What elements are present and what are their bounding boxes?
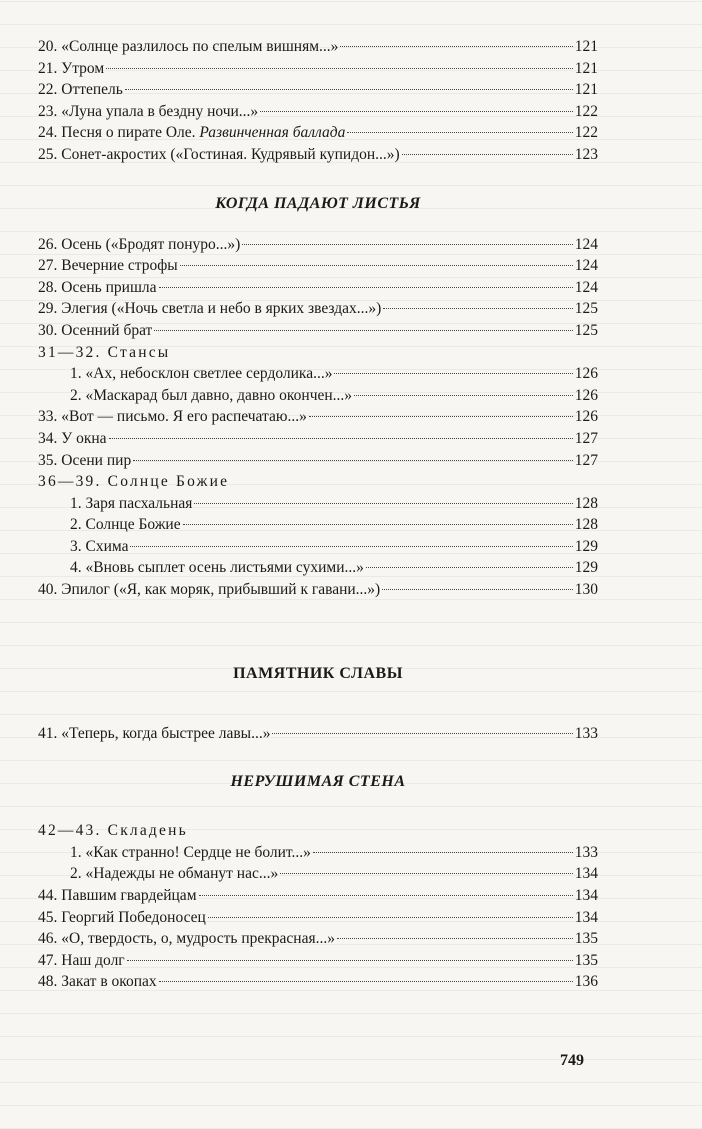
entry-page: 135 bbox=[574, 951, 598, 969]
toc-entry bbox=[38, 144, 598, 166]
entry-title: 1. «Ах, небосклон светлее сердолика...» bbox=[70, 365, 333, 383]
leader-dots bbox=[402, 154, 573, 155]
leader-dots bbox=[272, 733, 572, 734]
leader-dots bbox=[109, 438, 573, 439]
leader-dots bbox=[354, 395, 573, 396]
entry-page: 134 bbox=[574, 865, 598, 883]
entry-page: 133 bbox=[574, 724, 598, 742]
toc-entry bbox=[38, 320, 598, 342]
entry-title: 34. У окна bbox=[38, 429, 107, 447]
entry-title: 41. «Теперь, когда быстрее лавы...» bbox=[38, 724, 271, 742]
leader-dots bbox=[334, 373, 572, 374]
toc-subentry bbox=[38, 385, 598, 407]
toc-entry bbox=[38, 255, 598, 277]
entry-title: 21. Утром bbox=[38, 59, 105, 77]
entry-title: 29. Элегия («Ночь светла и небо в ярких звездах...») bbox=[38, 300, 382, 318]
toc-entry bbox=[38, 36, 598, 58]
entry-title: 45. Георгий Победоносец bbox=[38, 908, 206, 926]
entry-page: 121 bbox=[574, 59, 598, 77]
toc-subentry bbox=[38, 493, 598, 515]
entry-title: 20. «Солнце разлилось по спелым вишням...» bbox=[38, 38, 339, 55]
section-heading: ПАМЯТНИК СЛАВЫ bbox=[233, 664, 403, 682]
entry-page: 124 bbox=[574, 257, 598, 275]
entry-page: 123 bbox=[574, 145, 598, 163]
toc-entry bbox=[38, 277, 598, 299]
entry-title: 23. «Луна упала в бездну ночи...» bbox=[38, 102, 259, 120]
entry-page: 135 bbox=[574, 930, 598, 948]
toc-entry bbox=[38, 428, 598, 450]
entry-page: 124 bbox=[574, 235, 598, 253]
toc-entry bbox=[38, 234, 598, 256]
entry-title-main: 24. Песня о пирате Оле. bbox=[38, 124, 200, 142]
leader-dots bbox=[309, 416, 573, 417]
entry-title: 30. Осенний брат bbox=[38, 321, 153, 339]
entry-page: 133 bbox=[574, 843, 598, 861]
toc-group-2 bbox=[38, 234, 598, 601]
entry-page: 122 bbox=[574, 102, 598, 120]
toc-entry bbox=[38, 298, 598, 320]
leader-dots bbox=[382, 589, 573, 590]
toc-entry bbox=[38, 122, 598, 144]
entry-title: 2. «Надежды не обманут нас...» bbox=[70, 865, 279, 883]
entry-title: 33. «Вот — письмо. Я его распечатаю...» bbox=[38, 408, 307, 426]
leader-dots bbox=[347, 132, 572, 133]
entry-page: 122 bbox=[574, 124, 598, 142]
entry-page: 129 bbox=[574, 559, 598, 577]
entry-page: 128 bbox=[574, 494, 598, 512]
entry-title: 35. Осени пир bbox=[38, 451, 132, 469]
toc-entry bbox=[38, 971, 598, 993]
section-heading: НЕРУШИМАЯ СТЕНА bbox=[230, 773, 406, 791]
entry-page: 130 bbox=[574, 581, 598, 599]
entry-page: 134 bbox=[574, 887, 598, 905]
toc-subentry bbox=[38, 536, 598, 558]
entry-page: 121 bbox=[574, 81, 598, 99]
leader-dots bbox=[242, 244, 572, 245]
entry-page: 134 bbox=[574, 908, 598, 926]
leader-dots bbox=[383, 308, 572, 309]
entry-title: 46. «О, твердость, о, мудрость прекрасная...» bbox=[38, 930, 335, 948]
leader-dots bbox=[313, 852, 573, 853]
toc-entry bbox=[38, 928, 598, 950]
leader-dots bbox=[194, 503, 572, 504]
entry-title: 2. «Маскарад был давно, давно окончен...» bbox=[70, 386, 353, 404]
entry-title: 3. Схима bbox=[70, 537, 129, 555]
leader-dots bbox=[125, 89, 573, 90]
entry-title: 26. Осень («Бродят понуро...») bbox=[38, 235, 241, 253]
entry-page: 128 bbox=[574, 516, 598, 534]
entry-page: 124 bbox=[574, 278, 598, 296]
entry-page: 136 bbox=[574, 973, 598, 991]
leader-dots bbox=[180, 265, 573, 266]
toc-entry bbox=[38, 723, 598, 745]
toc-entry bbox=[38, 101, 598, 123]
toc-subentry bbox=[38, 363, 598, 385]
entry-page: 127 bbox=[574, 451, 598, 469]
leader-dots bbox=[133, 460, 573, 461]
entry-page: 126 bbox=[574, 365, 598, 383]
entry-title: 25. Сонет-акростих («Гостиная. Кудрявый купидон...») bbox=[38, 145, 400, 163]
toc-subentry bbox=[38, 557, 598, 579]
page-number: 749 bbox=[560, 1052, 584, 1069]
leader-dots bbox=[127, 960, 573, 961]
cycle-heading: 36—39. Солнце Божие bbox=[38, 473, 230, 491]
cycle-heading: 31—32. Стансы bbox=[38, 343, 171, 361]
toc-subentry bbox=[38, 842, 598, 864]
leader-dots bbox=[340, 46, 572, 47]
toc-group-1 bbox=[38, 36, 598, 166]
toc-subentry bbox=[38, 863, 598, 885]
entry-title: 1. «Как странно! Сердце не болит...» bbox=[70, 843, 311, 861]
leader-dots bbox=[280, 873, 573, 874]
toc-subentry bbox=[38, 514, 598, 536]
entry-title-subtitle: Развинченная баллада bbox=[199, 124, 346, 142]
leader-dots bbox=[154, 330, 572, 331]
entry-title: 47. Наш долг bbox=[38, 951, 125, 969]
toc-entry bbox=[38, 579, 598, 601]
leader-dots bbox=[159, 287, 573, 288]
toc-entry bbox=[38, 450, 598, 472]
entry-title: 44. Павшим гвардейцам bbox=[38, 887, 197, 905]
leader-dots bbox=[159, 981, 573, 982]
toc-entry bbox=[38, 885, 598, 907]
leader-dots bbox=[130, 546, 572, 547]
entry-title: 28. Осень пришла bbox=[38, 278, 157, 296]
entry-page: 127 bbox=[574, 429, 598, 447]
toc-entry bbox=[38, 950, 598, 972]
toc-group-4 bbox=[38, 820, 598, 993]
entry-title: 48. Закат в окопах bbox=[38, 973, 157, 991]
entry-page: 125 bbox=[574, 321, 598, 339]
toc-entry bbox=[38, 79, 598, 101]
entry-title: 1. Заря пасхальная bbox=[70, 494, 193, 512]
toc-entry bbox=[38, 907, 598, 929]
entry-page: 126 bbox=[574, 408, 598, 426]
entry-title: 22. Оттепель bbox=[38, 81, 123, 99]
leader-dots bbox=[106, 68, 573, 69]
section-heading: КОГДА ПАДАЮТ ЛИСТЬЯ bbox=[215, 194, 421, 212]
leader-dots bbox=[183, 524, 573, 525]
entry-page: 121 bbox=[574, 38, 598, 55]
toc-group-3 bbox=[38, 723, 598, 745]
entry-title: 4. «Вновь сыплет осень листьями сухими...» bbox=[70, 559, 364, 577]
leader-dots bbox=[337, 938, 573, 939]
entry-page: 125 bbox=[574, 300, 598, 318]
leader-dots bbox=[199, 895, 573, 896]
entry-title: 2. Солнце Божие bbox=[70, 516, 181, 534]
toc-entry bbox=[38, 58, 598, 80]
leader-dots bbox=[366, 567, 573, 568]
leader-dots bbox=[208, 917, 573, 918]
toc-entry bbox=[38, 406, 598, 428]
entry-title: 40. Эпилог («Я, как моряк, прибывший к гавани...») bbox=[38, 581, 381, 599]
entry-page: 126 bbox=[574, 386, 598, 404]
table-of-contents bbox=[38, 36, 598, 993]
leader-dots bbox=[260, 111, 573, 112]
cycle-heading: 42—43. Складень bbox=[38, 822, 188, 840]
entry-page: 129 bbox=[574, 537, 598, 555]
entry-title bbox=[38, 122, 345, 144]
entry-title: 27. Вечерние строфы bbox=[38, 257, 178, 275]
